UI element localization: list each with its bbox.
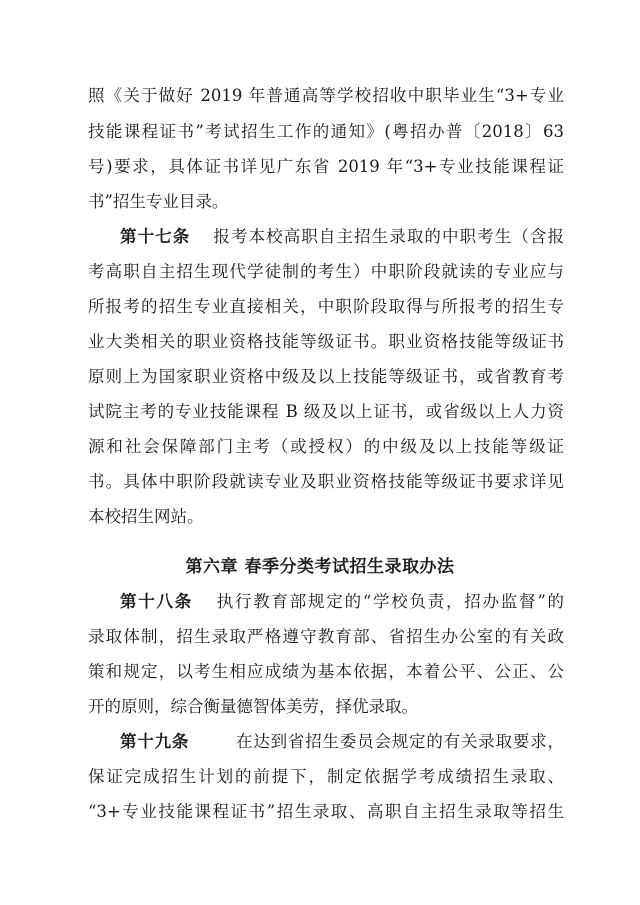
article-18-first-text: 执行教育部规定的“学校负责，招办监督”的 [215, 592, 565, 611]
text-line: 保证完成招生计划的前提下，制定依据学考成绩招生录取、 [88, 767, 564, 786]
text-line: 策和规定，以考生相应成绩为基本依据，本着公平、公正、公 [88, 662, 564, 681]
article-18-label: 第十八条 [120, 592, 194, 611]
text-line: 录取体制，招生录取严格遵守教育部、省招生办公室的有关政 [88, 627, 564, 646]
text-line: “3+专业技能课程证书”招生录取、高职自主招生录取等招生 [88, 802, 564, 821]
text-line: 书”招生专业目录。 [88, 192, 229, 211]
text-line: 本校招生网站。 [88, 507, 204, 526]
article-19-label: 第十九条 [120, 732, 190, 751]
text-line: 试院主考的专业技能课程 B 级及以上证书，或省级以上人力资 [88, 402, 564, 421]
text-line: 书。具体中职阶段就读专业及职业资格技能等级证书要求详见 [88, 472, 564, 491]
article-18-first-line [120, 592, 564, 612]
text-line: 号)要求，具体证书详见广东省 2019 年“3+专业技能课程证 [88, 157, 564, 176]
text-line: 开的原则，综合衡量德智体美劳，择优录取。 [88, 697, 418, 716]
text-line: 源和社会保障部门主考（或授权）的中级及以上技能等级证 [88, 437, 564, 456]
chapter-title: 第六章 春季分类考试招生录取办法 [185, 557, 455, 577]
text-line: 照《关于做好 2019 年普通高等学校招收中职毕业生“3+专业 [88, 86, 564, 105]
article-19-first-text: 在达到省招生委员会规定的有关录取要求， [235, 732, 565, 751]
article-19-first-line [120, 732, 564, 752]
text-line: 原则上为国家职业资格中级及以上技能等级证书，或省教育考 [88, 367, 564, 386]
text-line: 考高职自主招生现代学徒制的考生）中职阶段就读的专业应与 [88, 262, 564, 281]
article-17-first-text: 报考本校高职自主招生录取的中职考生（含报 [212, 227, 565, 246]
text-line: 业大类相关的职业资格技能等级证书。职业资格技能等级证书 [88, 332, 564, 351]
text-line: 所报考的招生专业直接相关，中职阶段取得与所报考的招生专 [88, 297, 564, 316]
text-line: 技能课程证书”考试招生工作的通知》(粤招办普〔2018〕63 [88, 122, 564, 141]
article-17-label: 第十七条 [120, 227, 191, 246]
article-17-first-line [120, 227, 564, 247]
